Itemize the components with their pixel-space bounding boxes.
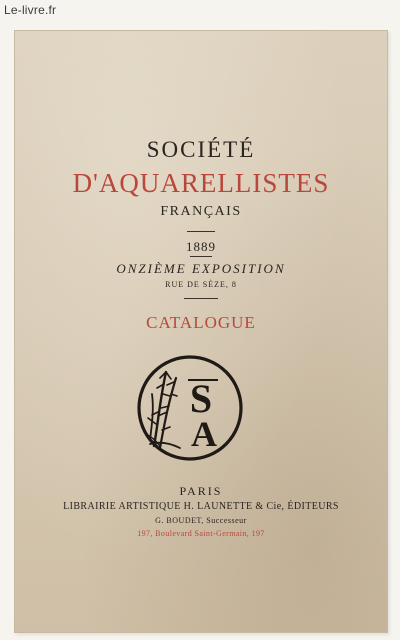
year: 1889 xyxy=(186,239,216,254)
watermark: Le-livre.fr xyxy=(4,3,57,17)
svg-text:S: S xyxy=(189,376,213,421)
title-line-francais: FRANÇAIS xyxy=(160,204,242,219)
book-cover xyxy=(14,30,388,633)
svg-text:A: A xyxy=(191,414,217,454)
divider-lower xyxy=(184,298,218,299)
publisher-successor: G. BOUDET, Successeur xyxy=(155,516,247,525)
exposition-address: RUE DE SÈZE, 8 xyxy=(165,280,237,289)
city: PARIS xyxy=(179,484,223,498)
publisher-address: 197, Boulevard Saint-Germain, 197 xyxy=(137,529,265,538)
society-emblem xyxy=(136,354,244,462)
exposition-title: ONZIÈME EXPOSITION xyxy=(116,261,286,276)
title-line-aquarellistes: D'AQUARELLISTES xyxy=(72,168,330,198)
catalogue-heading: CATALOGUE xyxy=(146,313,256,332)
emblem-reeds xyxy=(146,372,180,448)
divider-upper xyxy=(187,231,215,232)
divider-year xyxy=(190,256,212,257)
emblem-monogram xyxy=(188,376,218,454)
title-line-societe: SOCIÉTÉ xyxy=(146,137,256,162)
publisher: LIBRAIRIE ARTISTIQUE H. LAUNETTE & Cie, ÉDITEURS xyxy=(63,501,339,512)
